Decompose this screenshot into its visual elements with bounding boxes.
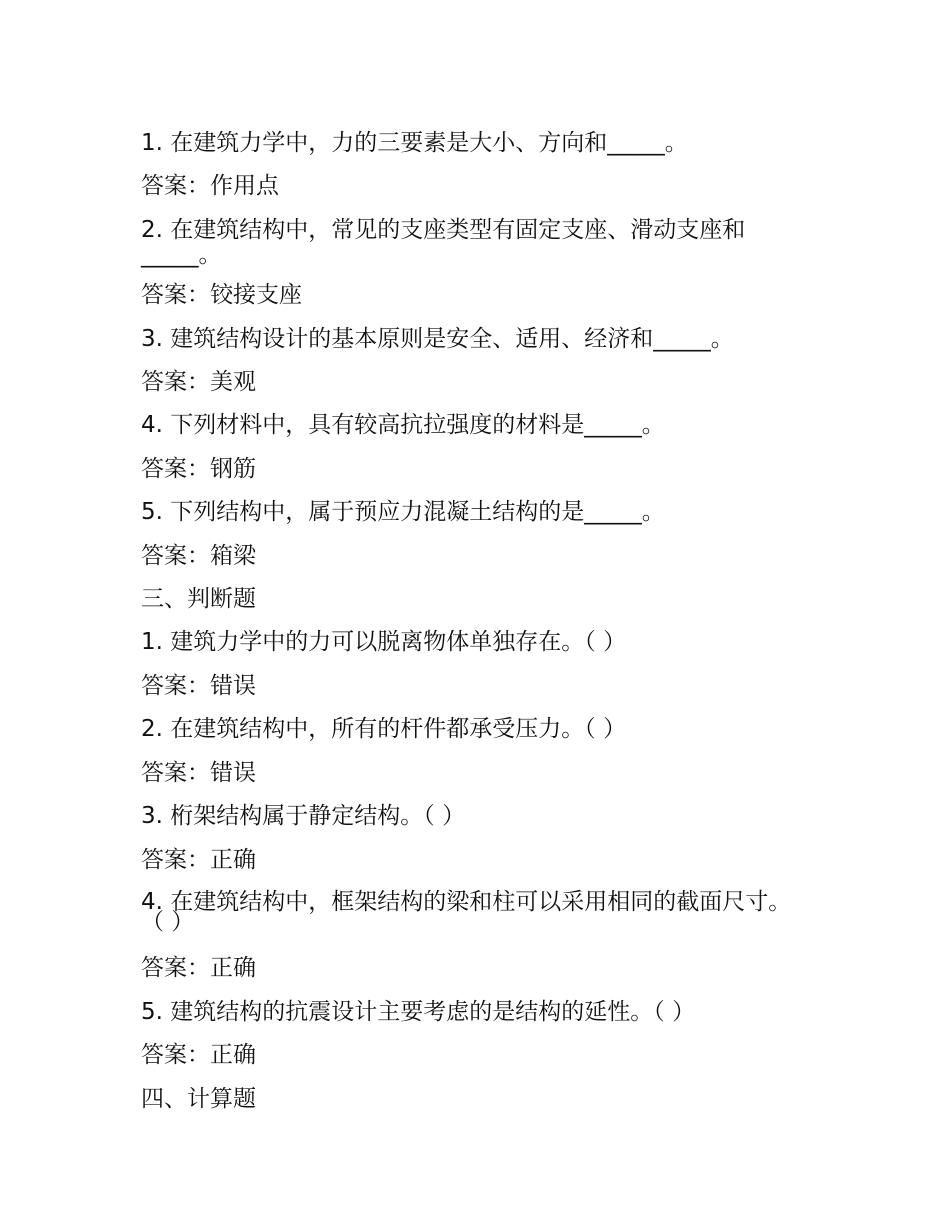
fill-blank-answer-2: 答案：铰接支座 — [141, 282, 302, 308]
true-false-answer-5: 答案：正确 — [141, 1042, 256, 1068]
true-false-answer-1: 答案：错误 — [141, 673, 256, 699]
fill-blank-question-3: 3. 建筑结构设计的基本原则是安全、适用、经济和_____。 — [141, 326, 734, 352]
fill-blank-answer-1: 答案：作用点 — [141, 173, 279, 199]
fill-blank-question-4: 4. 下列材料中，具有较高抗拉强度的材料是_____。 — [141, 412, 665, 438]
true-false-question-1: 1. 建筑力学中的力可以脱离物体单独存在。（ ） — [141, 629, 627, 655]
true-false-question-5: 5. 建筑结构的抗震设计主要考虑的是结构的延性。（ ） — [141, 999, 696, 1025]
fill-blank-answer-3: 答案：美观 — [141, 369, 256, 395]
true-false-answer-3: 答案：正确 — [141, 847, 256, 873]
true-false-answer-2: 答案：错误 — [141, 760, 256, 786]
fill-blank-answer-5: 答案：箱梁 — [141, 543, 256, 569]
true-false-question-3: 3. 桁架结构属于静定结构。（ ） — [141, 803, 466, 829]
true-false-question-2: 2. 在建筑结构中，所有的杆件都承受压力。（ ） — [141, 716, 627, 742]
section-heading-calculation: 四、计算题 — [141, 1086, 256, 1112]
fill-blank-answer-4: 答案：钢筋 — [141, 456, 256, 482]
fill-blank-question-1: 1. 在建筑力学中，力的三要素是大小、方向和_____。 — [141, 130, 688, 156]
fill-blank-question-2: 2. 在建筑结构中，常见的支座类型有固定支座、滑动支座和_____。 — [141, 217, 746, 268]
section-heading-true-false: 三、判断题 — [141, 586, 256, 612]
true-false-answer-4: 答案：正确 — [141, 955, 256, 981]
fill-blank-question-5: 5. 下列结构中，属于预应力混凝土结构的是_____。 — [141, 499, 665, 525]
true-false-question-4: 4. 在建筑结构中，框架结构的梁和柱可以采用相同的截面尺寸。（ ） — [141, 889, 792, 935]
